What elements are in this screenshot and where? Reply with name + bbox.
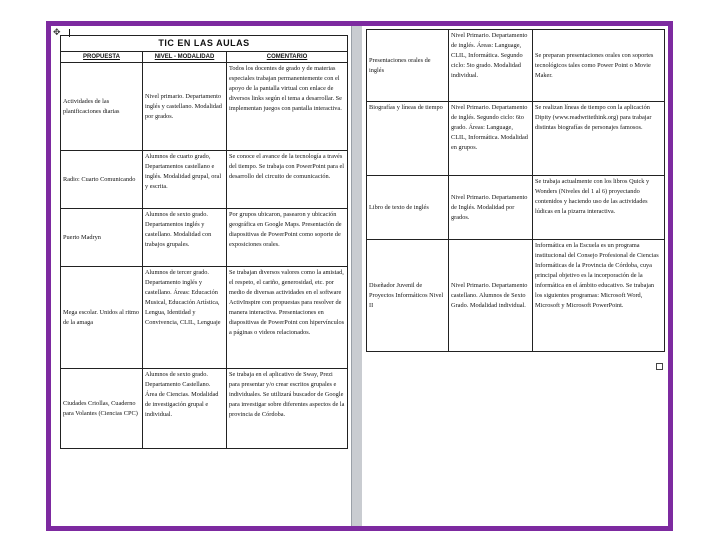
cell-comentario: Se trabaja en el aplicativo de Sway, Prezi para presentar y/o crear escritos grupales e individuales. Se utilizará buscador de Google para investigar sobre diferentes aspectos de la provincia de Córdoba.	[227, 369, 348, 449]
cell-comentario: Informática en la Escuela es un programa institucional del Consejo Profesional de Ciencias Informáticas de la Provincia de Córdoba, cuya principal objetivo es la incorporación de la informática en el ámbito educativo. Se trabajan los siguientes programas: Microsoft Word, Microsoft y Microsoft PowerPoint.	[533, 240, 665, 352]
cell-nivel: Alumnos de sexto grado. Departamentos inglés y castellano. Modalidad con trabajos grupales.	[143, 209, 227, 267]
table-row	[367, 30, 665, 102]
cell-nivel: Alumnos de cuarto grado, Departamentos castellano e inglés. Modalidad grupal, oral y escrita.	[143, 151, 227, 209]
cell-propuesta: Actividades de las planificaciones diarias	[61, 63, 143, 151]
title-row	[61, 36, 348, 52]
cell-propuesta: Presentaciones orales de inglés	[367, 30, 449, 102]
cell-nivel: Alumnos de tercer grado. Departamento inglés y castellano. Áreas: Educación Musical, Educación Artística, Lengua, Identidad y Convivencia, CLIL, Lenguaje	[143, 267, 227, 369]
cell-nivel: Nivel Primario. Departamento castellano. Alumnos de Sexto Grado. Modalidad individual.	[449, 240, 533, 352]
cell-propuesta: Ciudades Criollas, Cuaderno para Volantes (Ciencias CPC)	[61, 369, 143, 449]
cell-nivel: Nivel Primario. Departamento de inglés. Áreas: Language, CLIL, Informática. Segundo ciclo: 5to grado. Modalidad individual.	[449, 30, 533, 102]
cell-nivel: Alumnos de sexto grado. Departamento Castellano. Área de Ciencias. Modalidad de investigación grupal e individual.	[143, 369, 227, 449]
header-comentario: COMENTARIO	[227, 52, 348, 63]
table-row	[61, 63, 348, 151]
slide-frame	[46, 21, 673, 531]
table-end-marker-icon	[656, 363, 663, 370]
table-title: TIC EN LAS AULAS	[61, 36, 348, 52]
table-row	[367, 240, 665, 352]
cell-comentario: Se trabaja actualmente con los libros Quick y Wonders (Niveles del 1 al 6) proyectando contenidos y haciendo uso de las actividades lúdicas en la pizarra interactiva.	[533, 176, 665, 240]
table-row	[61, 369, 348, 449]
cell-comentario: Por grupos ubicaron, pasearon y ubicación geográfica en Google Maps. Presentación de diapositivas de PowerPoint como soporte de exposiciones orales.	[227, 209, 348, 267]
table-row	[61, 267, 348, 369]
cell-nivel: Nivel Primario. Departamento de inglés. Segundo ciclo: 6to grado. Áreas: Language, CLIL, Informática. Modalidad en grupos.	[449, 102, 533, 176]
header-row	[61, 52, 348, 63]
cell-propuesta: Biografías y líneas de tiempo	[367, 102, 449, 176]
document-page-right	[362, 26, 668, 526]
table-move-handle-icon[interactable]: ✥	[53, 28, 61, 38]
cell-nivel: Nivel Primario. Departamento de Inglés. Modalidad por grados.	[449, 176, 533, 240]
cell-propuesta: Libro de texto de inglés	[367, 176, 449, 240]
cell-comentario: Todos los docentes de grado y de materias especiales trabajan permanentemente con el apoyo de la pantalla virtual con enlace de diversos links según el tema a desarrollar. Se implementan juegos con pantalla interactiva.	[227, 63, 348, 151]
document-page-left	[51, 26, 351, 526]
table-row	[367, 176, 665, 240]
header-nivel: NIVEL - MODALIDAD	[143, 52, 227, 63]
table-row	[61, 209, 348, 267]
cell-nivel: Nivel primario. Departamento inglés y castellano. Modalidad por grados.	[143, 63, 227, 151]
cell-propuesta: Mega escolar. Unidos al ritmo de la amaga	[61, 267, 143, 369]
tic-table-left	[60, 35, 348, 449]
cell-comentario: Se preparan presentaciones orales con soportes tecnológicos tales como Power Point o Movie Maker.	[533, 30, 665, 102]
header-propuesta: PROPUESTA	[61, 52, 143, 63]
cell-comentario: Se trabajan diversos valores como la amistad, el respeto, el cariño, generosidad, etc. por medio de diversas actividades en el software ActivInspire con propuestas para resolver de manera interactiva. Presentaciones en diapositivas de PowerPoint con hipervínculos a páginas o videos relacionados.	[227, 267, 348, 369]
cell-propuesta: Puerto Madryn	[61, 209, 143, 267]
cell-comentario: Se conoce el avance de la tecnología a través del tiempo. Se trabaja con PowerPoint para el desarrollo del circuito de comunicación.	[227, 151, 348, 209]
tic-table-right	[366, 29, 665, 352]
table-row	[61, 151, 348, 209]
cell-comentario: Se realizan líneas de tiempo con la aplicación Dipity (www.readwritethink.org) para trabajar distintas biografías de personajes famosos.	[533, 102, 665, 176]
table-row	[367, 102, 665, 176]
cell-propuesta: Radio: Cuarto Comunicando	[61, 151, 143, 209]
cell-propuesta: Diseñador Juvenil de Proyectos Informáticos Nivel II	[367, 240, 449, 352]
